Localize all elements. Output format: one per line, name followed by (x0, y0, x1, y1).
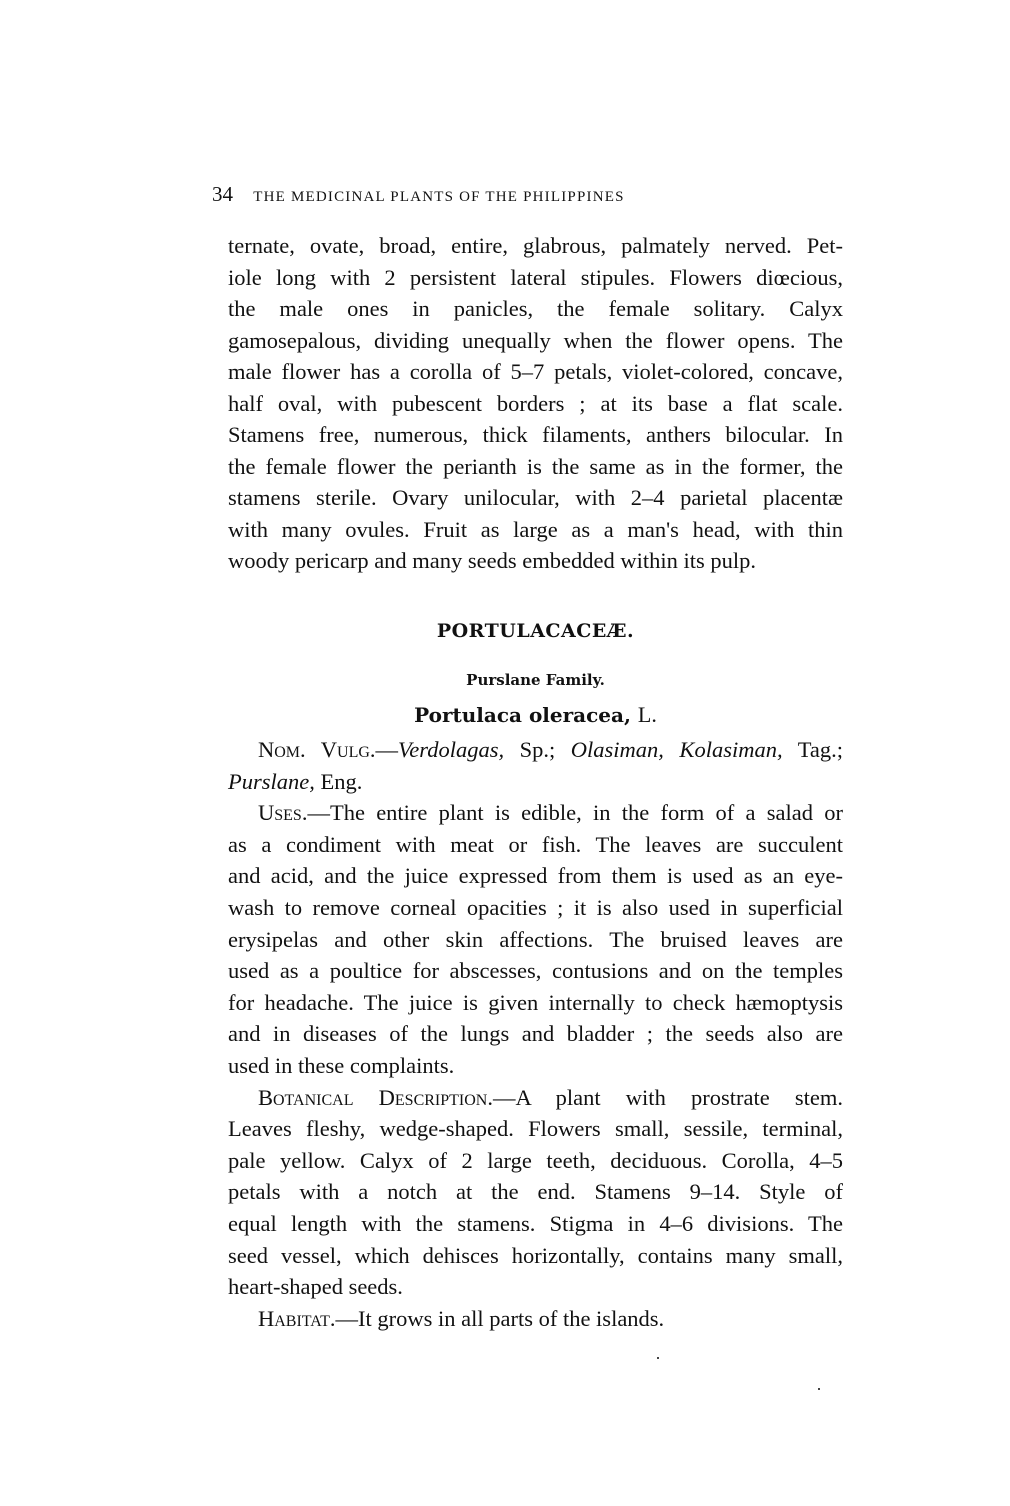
text-run: woody pericarp and many seeds embedded within its pulp. (228, 548, 757, 573)
text-run: the male ones in panicles, the female solitary. Calyx (228, 296, 843, 321)
text-run: equal length with the stamens. Stigma in 4–6 divisions. The (228, 1211, 843, 1236)
text-line (228, 294, 843, 324)
species-name: Portulaca oleracea, (414, 703, 631, 727)
text-run: —The entire plant is edible, in the form of a salad or (307, 800, 843, 826)
text-run: — (375, 737, 399, 762)
text-line (228, 326, 843, 356)
text-line (228, 231, 843, 261)
text-run: petals with a notch at the end. Stamens 9–14. Style of (228, 1179, 843, 1205)
scan-speck (657, 1357, 659, 1359)
text-run: male flower has a corolla of 5–7 petals, violet-colored, concave, (228, 359, 843, 384)
text-run: used as a poultice for abscesses, contusions and on the temples (228, 958, 843, 984)
text-line (228, 767, 843, 797)
text-line (228, 925, 843, 955)
text-run: ternate, ovate, broad, entire, glabrous, palmately nerved. Pet- (228, 233, 843, 258)
text-line (228, 861, 843, 891)
running-title: THE MEDICINAL PLANTS OF THE PHILIPPINES (253, 189, 625, 205)
text-line (228, 515, 843, 545)
text-run: Tag.; (782, 737, 843, 762)
text-run: stamens sterile. Ovary unilocular, with 2–4 parietal placentæ (228, 485, 843, 510)
text-line (228, 830, 843, 860)
text-line (228, 893, 843, 923)
scan-speck (818, 1388, 820, 1390)
text-run: seed vessel, which dehisces horizontally, contains many small, (228, 1242, 843, 1268)
text-run: heart-shaped seeds. (228, 1274, 403, 1300)
family-common-name: Purslane Family. (466, 671, 605, 689)
text-run: the female flower the perianth is the same as in the former, the (228, 453, 843, 479)
text-run: Stamens free, numerous, thick filaments, anthers bilocular. In (228, 422, 843, 447)
text-line (228, 452, 843, 482)
text-run: and acid, and the juice expressed from them is used as an eye- (228, 863, 843, 889)
text-line (228, 1114, 843, 1144)
text-line (228, 483, 843, 513)
section-label: Uses. (258, 800, 308, 826)
italic-term: Purslane, (228, 768, 315, 794)
family-heading: PORTULACACEÆ. (436, 620, 635, 642)
text-line (228, 1051, 843, 1081)
text-run: with many ovules. Fruit as large as a man's head, with thin (228, 516, 843, 542)
section-label: Nom. Vulg. (258, 737, 376, 762)
text-line (228, 357, 843, 387)
text-line (228, 1209, 843, 1239)
section-label: Habitat. (258, 1305, 336, 1331)
text-line (228, 420, 843, 450)
text-line (228, 546, 843, 576)
text-run: —It grows in all parts of the islands. (335, 1305, 665, 1331)
text-line (258, 1304, 843, 1334)
text-run: half oval, with pubescent borders ; at its base a flat scale. (228, 390, 843, 416)
italic-term: Olasiman, Kolasiman, (570, 737, 783, 762)
text-run: pale yellow. Calyx of 2 large teeth, deciduous. Corolla, 4–5 (228, 1147, 843, 1173)
species-heading (228, 702, 843, 728)
text-line (228, 1146, 843, 1176)
text-line (258, 1083, 843, 1113)
text-line (228, 988, 843, 1018)
text-run: iole long with 2 persistent lateral stipules. Flowers diœcious, (228, 264, 843, 290)
text-run: gamosepalous, dividing unequally when the flower opens. The (228, 327, 843, 353)
text-line (258, 735, 843, 765)
text-line (228, 1272, 843, 1302)
text-line (228, 389, 843, 419)
text-run: Leaves fleshy, wedge-shaped. Flowers small, sessile, terminal, (228, 1116, 843, 1142)
text-line (228, 263, 843, 293)
text-run: —A plant with prostrate stem. (492, 1084, 843, 1110)
text-run: wash to remove corneal opacities ; it is also used in superficial (228, 895, 843, 920)
text-line (228, 956, 843, 986)
text-run: used in these complaints. (228, 1053, 455, 1078)
section-label: Botanical Description. (258, 1084, 493, 1110)
text-run: Sp.; (504, 737, 571, 762)
italic-term: Verdolagas, (398, 737, 505, 762)
text-run: and in diseases of the lungs and bladder ; the seeds also are (228, 1021, 843, 1047)
species-author: L. (637, 702, 657, 727)
text-run: erysipelas and other skin affections. The bruised leaves are (228, 926, 843, 952)
text-run: as a condiment with meat or fish. The leaves are succulent (228, 831, 843, 857)
text-run: for headache. The juice is given internally to check hæmoptysis (228, 989, 843, 1015)
text-line (228, 1019, 843, 1049)
page-number: 34 (212, 182, 233, 206)
text-line (258, 798, 843, 828)
text-line (228, 1241, 843, 1271)
text-run: Eng. (314, 768, 363, 794)
running-head (212, 182, 852, 207)
text-line (228, 1177, 843, 1207)
